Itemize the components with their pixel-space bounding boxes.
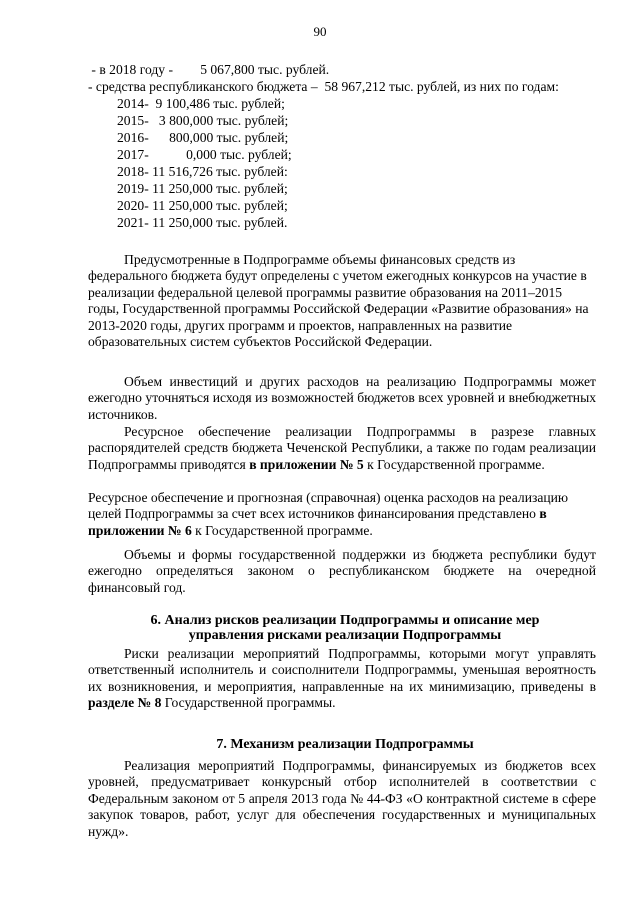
paragraph-federal-funding: Предусмотренные в Подпрограмме объемы финансовых средств из федерального бюджета будут определены с учетом ежегодных конкурсов на участие в реализации федеральной целевой программы развитие образования на 2011–2015 годы, Государственной программы Российской Федерации «Развитие образования» на 2013-2020 годы, других программ и проектов, направленных на развитие образовательных систем субъектов Российской Федерации. (88, 252, 589, 350)
text-span: Риски реализации мероприятий Подпрограммы, которыми могут управлять ответственный исполнитель и соисполнители Подпрограммы, уменьшая вероятность их возникновения, и мероприятия, направленные на их минимизацию, приведены в (88, 646, 596, 694)
text-span: Государственной программы. (161, 695, 336, 711)
section-8-reference: разделе № 8 (88, 695, 162, 711)
paragraph-investments: Объем инвестиций и других расходов на реализацию Подпрограммы может ежегодно уточняться исходя из возможностей бюджетов всех уровней и внебюджетных источников. (88, 374, 596, 422)
appendix-5-reference: в приложении № 5 (249, 456, 364, 472)
text-span: Ресурсное обеспечение реализации Подпрограммы в разрезе главных распорядителей средств бюджета Чеченской Республики, а также по годам реализации Подпрограммы приводятся (88, 424, 596, 472)
list-item: 2014- 9 100,486 тыс. рублей; (117, 96, 285, 111)
section-6-heading (80, 613, 610, 643)
page-number: 90 (313, 24, 327, 39)
paragraph-risks (88, 646, 596, 712)
text-span: Ресурсное обеспечение и прогнозная (справочная) оценка расходов на реализацию целей Подпрограммы за счет всех источников финансирования представлено (88, 490, 569, 522)
list-item: 2019- 11 250,000 тыс. рублей; (117, 181, 288, 196)
appendix-6-reference: в приложении № 6 (88, 506, 547, 538)
text-span: к Государственной программе. (363, 456, 545, 472)
text-span: к Государственной программе. (191, 522, 373, 538)
funding-2018-line: - в 2018 году - 5 067,800 тыс. рублей. (88, 62, 330, 77)
paragraph-resource-appendix-5 (88, 424, 596, 473)
list-item: 2020- 11 250,000 тыс. рублей; (117, 198, 288, 213)
list-item: 2017- 0,000 тыс. рублей; (117, 147, 292, 162)
list-item: 2015- 3 800,000 тыс. рублей; (117, 113, 289, 128)
heading-line: 6. Анализ рисков реализации Подпрограммы и описание мер (150, 613, 540, 628)
paragraph-mechanism: Реализация мероприятий Подпрограммы, финансируемых из бюджетов всех уровней, предусматривает конкурсный отбор исполнителей в соответствии с Федеральным законом от 5 апреля 2013 года № 44-ФЗ «О контрактной системе в сфере закупок товаров, работ, услуг для обеспечения государственных и муниципальных нужд». (88, 758, 596, 839)
list-item: 2016- 800,000 тыс. рублей; (117, 130, 289, 145)
section-7-heading: 7. Механизм реализации Подпрограммы (216, 737, 474, 752)
list-item: 2021- 11 250,000 тыс. рублей. (117, 215, 288, 230)
list-item: 2018- 11 516,726 тыс. рублей: (117, 164, 288, 179)
republican-budget-line: - средства республиканского бюджета – 58 967,212 тыс. рублей, из них по годам: (88, 79, 559, 94)
paragraph-state-support: Объемы и формы государственной поддержки из бюджета республики будут ежегодно определяться законом о республиканском бюджете на очередной финансовый год. (88, 547, 596, 595)
heading-line: управления рисками реализации Подпрограммы (188, 628, 502, 643)
paragraph-resource-appendix-6 (88, 490, 596, 539)
